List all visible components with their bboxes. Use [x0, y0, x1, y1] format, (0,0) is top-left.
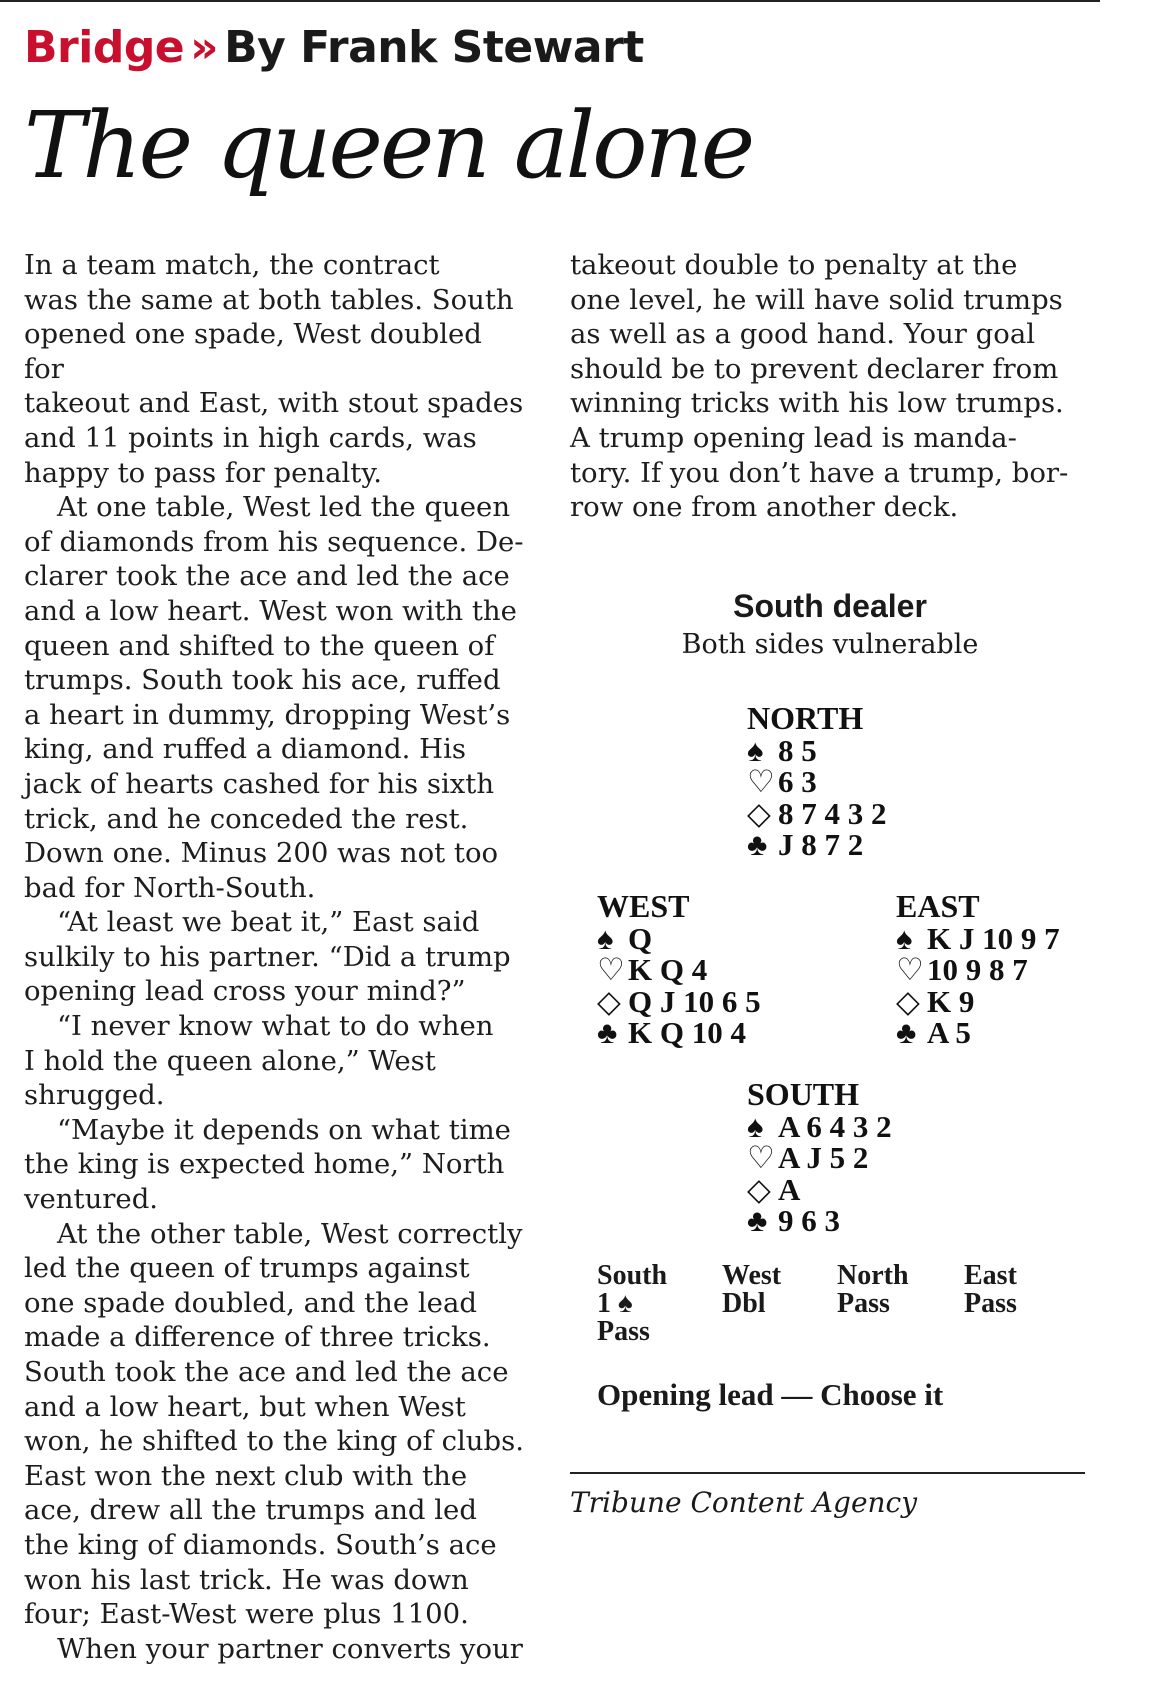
hand-south	[747, 1076, 892, 1238]
body-right-column	[570, 248, 1100, 525]
hearts-cards: 6 3	[778, 764, 817, 799]
diamonds-cards: Q J 10 6 5	[628, 983, 761, 1019]
auction-seat: East	[964, 1260, 1017, 1291]
headline: The queen alone	[24, 92, 753, 199]
paragraph	[24, 1113, 524, 1217]
text-line: takeout and East, with stout spades	[24, 387, 524, 420]
diamonds-row	[896, 983, 1060, 1019]
clubs-cards: A 5	[927, 1015, 971, 1050]
spade-icon: ♠	[896, 920, 913, 956]
dealer-label: South dealer	[733, 588, 927, 624]
text-line: trick, and he conceded the rest.	[24, 802, 469, 835]
text-line: East won the next club with the	[24, 1459, 468, 1492]
text-line: row one from another deck.	[570, 491, 959, 524]
separator: »	[190, 22, 219, 73]
hand-east	[896, 888, 1060, 1050]
text-line: made a difference of three tricks.	[24, 1321, 491, 1354]
text-line: as well as a good hand. Your goal	[570, 318, 1036, 351]
text-line: a heart in dummy, dropping West’s	[24, 698, 511, 731]
text-line: king, and ruffed a diamond. His	[24, 733, 466, 766]
auction-call: Pass	[837, 1288, 890, 1319]
text-line: shrugged.	[24, 1079, 165, 1112]
clubs-row	[896, 1017, 1060, 1049]
hand-name: WEST	[597, 888, 690, 924]
text-line: Down one. Minus 200 was not too	[24, 837, 499, 870]
spades-row	[597, 920, 761, 956]
text-line: winning tricks with his low trumps.	[570, 387, 1064, 420]
spades-row	[747, 732, 887, 768]
diamond-icon: ◇	[896, 983, 920, 1019]
text-line: should be to prevent declarer from	[570, 352, 1059, 385]
heart-icon: ♡	[747, 764, 775, 799]
text-line: ventured.	[24, 1183, 159, 1216]
hearts-cards: K Q 4	[628, 952, 708, 987]
diamonds-cards: 8 7 4 3 2	[778, 795, 887, 831]
auction-seat: North	[837, 1260, 909, 1291]
paragraph	[24, 1009, 524, 1113]
paragraph	[24, 1632, 524, 1667]
club-icon: ♣	[896, 1015, 917, 1050]
diamonds-row	[597, 983, 761, 1019]
text-line: the king of diamonds. South’s ace	[24, 1528, 497, 1561]
club-icon: ♣	[747, 1203, 768, 1238]
spades-row	[896, 920, 1060, 956]
hand-north	[747, 700, 887, 862]
auction-seat: South	[597, 1260, 668, 1291]
clubs-row	[747, 829, 887, 861]
hand-west	[597, 888, 761, 1050]
auction-column-north	[837, 1262, 909, 1318]
clubs-cards: J 8 7 2	[778, 827, 864, 862]
text-line: clarer took the ace and led the ace	[24, 560, 510, 593]
paragraph	[24, 905, 524, 1009]
diamond-icon: ◇	[747, 795, 771, 831]
text-line: won, he shifted to the king of clubs.	[24, 1425, 524, 1458]
text-line: ace, drew all the trumps and led	[24, 1494, 477, 1527]
text-line: “At least we beat it,” East said	[57, 906, 480, 939]
spades-cards: 8 5	[778, 732, 817, 768]
auction-column-west	[722, 1262, 781, 1318]
paragraph	[570, 248, 1100, 525]
diamonds-row	[747, 795, 887, 831]
text-line: South took the ace and led the ace	[24, 1356, 509, 1388]
text-line: I hold the queen alone,” West	[24, 1044, 436, 1077]
vulnerability-label: Both sides vulnerable	[681, 629, 979, 660]
hand-name: EAST	[896, 888, 980, 924]
column-kicker	[24, 22, 644, 73]
text-line: A trump opening lead is manda-	[570, 421, 1017, 454]
hearts-row	[896, 954, 1060, 986]
text-line: When your partner converts your	[57, 1632, 523, 1665]
club-icon: ♣	[597, 1015, 618, 1050]
text-line: sulkily to his partner. “Did a trump	[24, 940, 511, 973]
spades-cards: Q	[628, 920, 653, 956]
clubs-cards: K Q 10 4	[628, 1015, 746, 1050]
text-line: happy to pass for penalty.	[24, 456, 382, 489]
deal-info	[570, 588, 1090, 660]
text-line: one spade doubled, and the lead	[24, 1286, 477, 1319]
spades-row	[747, 1108, 892, 1144]
auction-call: Dbl	[722, 1288, 766, 1319]
hand-name: NORTH	[747, 700, 864, 736]
spade-icon: ♠	[747, 732, 764, 768]
section-label: Bridge	[24, 22, 185, 73]
club-icon: ♣	[747, 827, 768, 862]
auction-call: 1 ♠	[597, 1288, 633, 1319]
text-line: opened one spade, West doubled for	[24, 318, 482, 385]
text-line: was the same at both tables. South	[24, 283, 514, 316]
text-line: and 11 points in high cards, was	[24, 421, 477, 454]
top-rule	[0, 0, 1100, 2]
hearts-row	[597, 954, 761, 986]
diamond-icon: ◇	[747, 1171, 771, 1207]
heart-icon: ♡	[597, 952, 625, 987]
agency-credit: Tribune Content Agency	[570, 1486, 918, 1519]
auction-column-east	[964, 1262, 1017, 1318]
auction-call: Pass	[964, 1288, 1017, 1319]
text-line: one level, he will have solid trumps	[570, 283, 1063, 316]
text-line: led the queen of trumps against	[24, 1252, 470, 1285]
text-line: At the other table, West correctly	[57, 1217, 523, 1250]
diamonds-row	[747, 1171, 892, 1207]
hearts-row	[747, 1142, 892, 1174]
text-line: and a low heart. West won with the	[24, 594, 517, 627]
text-line: In a team match, the contract	[24, 249, 440, 281]
opening-lead: Opening lead — Choose it	[597, 1377, 944, 1412]
hand-name: SOUTH	[747, 1076, 860, 1112]
text-line: trumps. South took his ace, ruffed	[24, 664, 501, 697]
auction-call: Pass	[597, 1316, 650, 1347]
text-line: “I never know what to do when	[57, 1010, 494, 1043]
text-line: “Maybe it depends on what time	[57, 1113, 511, 1146]
paragraph	[24, 490, 524, 905]
text-line: queen and shifted to the queen of	[24, 629, 495, 662]
spades-cards: K J 10 9 7	[927, 920, 1060, 956]
diamonds-cards: A	[778, 1171, 801, 1207]
body-left-column	[24, 248, 524, 1666]
hearts-cards: A J 5 2	[778, 1140, 869, 1175]
auction-seat: West	[722, 1260, 782, 1291]
text-line: the king is expected home,” North	[24, 1148, 505, 1181]
text-line: bad for North-South.	[24, 871, 316, 904]
paragraph	[24, 1217, 524, 1632]
footer-rule	[570, 1472, 1085, 1474]
text-line: and a low heart, but when West	[24, 1390, 466, 1423]
heart-icon: ♡	[896, 952, 924, 987]
text-line: takeout double to penalty at the	[570, 249, 1018, 281]
auction-column-south	[597, 1262, 667, 1346]
text-line: four; East-West were plus 1100.	[24, 1598, 469, 1631]
clubs-cards: 9 6 3	[778, 1203, 840, 1238]
clubs-row	[747, 1205, 892, 1237]
diamond-icon: ◇	[597, 983, 621, 1019]
byline: By Frank Stewart	[224, 22, 644, 73]
paragraph	[24, 248, 524, 490]
hearts-cards: 10 9 8 7	[927, 952, 1028, 987]
spade-icon: ♠	[747, 1108, 764, 1144]
text-line: won his last trick. He was down	[24, 1563, 469, 1596]
diamonds-cards: K 9	[927, 983, 975, 1019]
heart-icon: ♡	[747, 1140, 775, 1175]
text-line: tory. If you don’t have a trump, bor-	[570, 456, 1069, 489]
clubs-row	[597, 1017, 761, 1049]
text-line: jack of hearts cashed for his sixth	[24, 767, 495, 800]
spades-cards: A 6 4 3 2	[778, 1108, 892, 1144]
spade-icon: ♠	[597, 920, 614, 956]
hearts-row	[747, 766, 887, 798]
text-line: opening lead cross your mind?”	[24, 975, 466, 1008]
text-line: of diamonds from his sequence. De-	[24, 525, 524, 558]
text-line: At one table, West led the queen	[57, 491, 511, 524]
